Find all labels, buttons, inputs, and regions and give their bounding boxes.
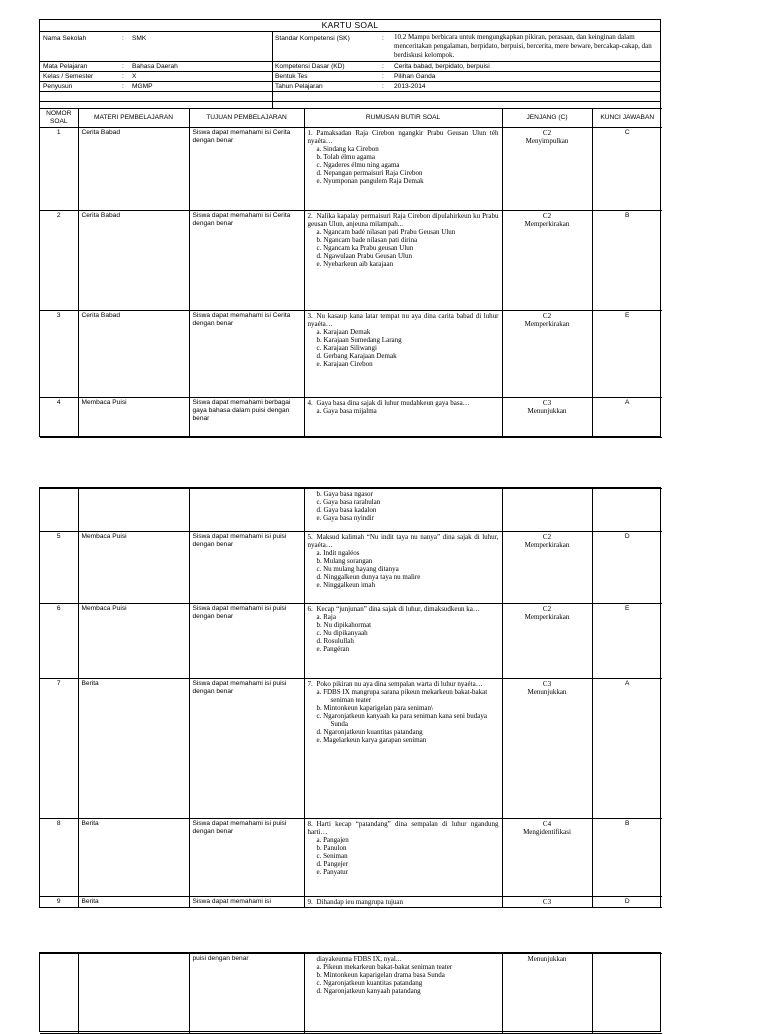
answer-option: b. Tolab élmu agama bbox=[316, 153, 375, 161]
question-text: Maksud kalimah “Nu indit taya nu nanya” dina sajak di luhur, nyaéta… bbox=[307, 533, 499, 549]
column-header-row bbox=[40, 109, 662, 128]
question-number: 2 bbox=[40, 211, 78, 311]
answer-option: d. Gerbang Karajaan Demak bbox=[316, 352, 397, 360]
question-number bbox=[40, 954, 78, 1034]
answer-option: b. Mintonkeun kaparigelan para seniman\ bbox=[316, 704, 433, 712]
question-text: Nalika kapalay permaisuri Raja Cirebon dipulahirkeun ku Prabu geusan Ulun, anjeuna milampah... bbox=[307, 212, 499, 228]
answer-key: D bbox=[592, 897, 662, 908]
level-cell bbox=[502, 398, 592, 438]
answer-option: b. Karajaan Sumedang Larang bbox=[316, 336, 402, 344]
question-stem bbox=[304, 398, 502, 438]
value-sk: 10.2 Mampu berbicara untuk mengungkapkan pikiran, perasaan, dan keinginan dalam menceritakan pengalaman, berpidato, berpuisi, bercerita, mere beware, bercakap-cakap, dan berdiskusi kelompok. bbox=[394, 33, 652, 59]
answer-option: e. Ninggalkeun imah bbox=[316, 581, 376, 589]
answer-option: a. Gaya basa mijalma bbox=[316, 407, 377, 415]
level-description: Menyimpulkan bbox=[525, 137, 569, 145]
tujuan-cell: Siswa dapat memahami isi puisi dengan benar bbox=[189, 679, 304, 819]
level-cell bbox=[502, 311, 592, 398]
tujuan-cell: Siswa dapat memahami isi puisi dengan benar bbox=[189, 819, 304, 897]
page-2 bbox=[39, 487, 661, 908]
question-index: 3. bbox=[307, 312, 313, 320]
answer-option: c. Gaya basa rarahulan bbox=[316, 498, 381, 506]
value-author: MGMP bbox=[132, 83, 153, 90]
materi-cell: Berita bbox=[78, 679, 189, 819]
label-author: Penyusun bbox=[43, 83, 73, 90]
answer-option: e. Nyumponan pangulem Raja Demak bbox=[316, 177, 424, 185]
answer-option: a. FDBS IX mangrupa sarana pikeun mekarkeun bakat-bakat seniman teater bbox=[316, 688, 488, 704]
answer-key: C bbox=[592, 128, 662, 211]
tujuan-cell: Siswa dapat memahami isi bbox=[189, 897, 304, 908]
question-stem bbox=[304, 954, 502, 1034]
level-description: Menunjukkan bbox=[527, 688, 567, 696]
level-cell bbox=[502, 604, 592, 679]
question-table-1 bbox=[40, 108, 662, 438]
answer-option: a. Pikeun mekarkeun bakat-bakat seniman teater bbox=[316, 963, 453, 971]
materi-cell: Cerita Babad bbox=[78, 311, 189, 398]
question-index: 6. bbox=[307, 605, 313, 613]
question-stem bbox=[304, 128, 502, 211]
question-stem bbox=[304, 489, 502, 532]
materi-cell: Cerita Babad bbox=[78, 211, 189, 311]
label-kd: Kompetensi Dasar (KD) bbox=[275, 63, 345, 70]
question-row bbox=[40, 211, 662, 311]
materi-cell: Membaca Puisi bbox=[78, 604, 189, 679]
tujuan-cell: Siswa dapat memahami isi puisi dengan benar bbox=[189, 604, 304, 679]
level-code: C2 bbox=[542, 129, 552, 137]
level-cell bbox=[502, 128, 592, 211]
page-1 bbox=[39, 19, 661, 437]
label-school: Nama Sekolah bbox=[43, 35, 87, 42]
answer-option: d. Ninggalkeun dunya taya nu malire bbox=[316, 573, 421, 581]
level-description: Memperkirakan bbox=[524, 541, 570, 549]
question-row bbox=[40, 679, 662, 819]
question-text: Dihandap ieu mangrupa tujuan bbox=[316, 898, 404, 906]
answer-option: a. Indit ngaléos bbox=[316, 549, 360, 557]
question-row bbox=[40, 489, 662, 532]
question-text: Nu kasaup kana latar tempat nu aya dina carita babad di luhur nyaéta… bbox=[307, 312, 499, 328]
level-cell bbox=[502, 897, 592, 908]
question-text: Gaya basa dina sajak di luhur mudahkeun gaya basa… bbox=[316, 399, 470, 407]
answer-key: E bbox=[592, 311, 662, 398]
label-subject: Mata Pelajaran bbox=[43, 63, 88, 70]
level-code: C4 bbox=[542, 820, 552, 828]
answer-option: a. Ngancam badé nilasan pati Prabu Geusan Ulun bbox=[316, 228, 456, 236]
materi-cell: Membaca Puisi bbox=[78, 398, 189, 438]
col-materi: MATERI PEMBELAJARAN bbox=[78, 109, 189, 128]
col-jenjang: JENJANG (C) bbox=[502, 109, 592, 128]
answer-option: b. Mintonkeun kaparigelan drama basa Sunda bbox=[316, 971, 445, 979]
label-test-form: Bentuk Tes bbox=[275, 73, 308, 80]
level-description: Menunjukkan bbox=[527, 407, 567, 415]
value-class: X bbox=[132, 73, 137, 80]
answer-option: c. Ngaronjatkeun kuantitas patandang bbox=[316, 979, 423, 987]
question-number: 9 bbox=[40, 897, 78, 908]
question-row bbox=[40, 819, 662, 897]
level-description: Menunjukkan bbox=[527, 955, 567, 963]
answer-key bbox=[592, 954, 662, 1034]
question-number: 7 bbox=[40, 679, 78, 819]
answer-option: e. Magelarkeun karya garapan seniman bbox=[316, 736, 427, 744]
question-stem bbox=[304, 819, 502, 897]
answer-key: E bbox=[592, 604, 662, 679]
tujuan-cell: Siswa dapat memahami isi Cerita dengan benar bbox=[189, 311, 304, 398]
materi-cell: Membaca Puisi bbox=[78, 532, 189, 604]
question-text: Poko pikiran nu aya dina sempalan warta di luhur nyaéta… bbox=[316, 680, 483, 688]
answer-option: e. Panyatur bbox=[316, 868, 348, 876]
question-number: 5 bbox=[40, 532, 78, 604]
level-description: Memperkirakan bbox=[524, 220, 570, 228]
question-index: 4. bbox=[307, 399, 313, 407]
answer-option: c. Nu mulang hayang ditanya bbox=[316, 565, 399, 573]
answer-option: d. Ngawulaan Prabu Geusan Ulun bbox=[316, 252, 412, 260]
level-code: C2 bbox=[542, 605, 552, 613]
level-cell bbox=[502, 532, 592, 604]
materi-cell: Cerita Babad bbox=[78, 128, 189, 211]
answer-option: b. Ngancam bade nilasan pati dirina bbox=[316, 236, 418, 244]
question-text: Harti kecap “patandang” dina sempalan di luhur ngandung harti… bbox=[307, 820, 499, 836]
level-cell bbox=[502, 819, 592, 897]
materi-cell: Berita bbox=[78, 897, 189, 908]
answer-option: a. Pangajen bbox=[316, 836, 349, 844]
answer-option: e. Nyebarkeun aib karajaan bbox=[316, 260, 394, 268]
answer-key: A bbox=[592, 398, 662, 438]
question-stem bbox=[304, 532, 502, 604]
tujuan-cell: puisi dengan benar bbox=[189, 954, 304, 1034]
level-code: C2 bbox=[542, 533, 552, 541]
answer-option: d. Ngaronjatkeun kuantitas patandang bbox=[316, 728, 423, 736]
question-stem bbox=[304, 679, 502, 819]
level-code: C2 bbox=[542, 212, 552, 220]
question-stem bbox=[304, 897, 502, 908]
question-stem bbox=[304, 311, 502, 398]
question-index: 7. bbox=[307, 680, 313, 688]
level-description: Memperkirakan bbox=[524, 320, 570, 328]
label-class: Kelas / Semester bbox=[43, 73, 94, 80]
question-row bbox=[40, 532, 662, 604]
tujuan-cell bbox=[189, 489, 304, 532]
materi-cell bbox=[78, 489, 189, 532]
answer-option: e. Pangéran bbox=[316, 645, 350, 653]
level-code: C3 bbox=[542, 898, 552, 906]
question-number: 4 bbox=[40, 398, 78, 438]
tujuan-cell: Siswa dapat memahami isi Cerita dengan benar bbox=[189, 128, 304, 211]
level-cell bbox=[502, 489, 592, 532]
answer-option: e. Gaya basa nyindir bbox=[316, 514, 375, 522]
materi-cell bbox=[78, 954, 189, 1034]
question-stem bbox=[304, 604, 502, 679]
answer-key: D bbox=[592, 532, 662, 604]
level-code: C2 bbox=[542, 312, 552, 320]
question-row bbox=[40, 311, 662, 398]
level-code: C3 bbox=[542, 399, 552, 407]
level-description: Mengidentifikasi bbox=[523, 828, 571, 836]
question-index: 5. bbox=[307, 533, 313, 541]
answer-option: d. Nepangan permaisuri Raja Cirebon bbox=[316, 169, 423, 177]
level-description: Memperkirakan bbox=[524, 613, 570, 621]
level-cell bbox=[502, 211, 592, 311]
answer-option: d. Ngaronjatkeun kanyaah patandang bbox=[316, 987, 421, 995]
answer-key: B bbox=[592, 211, 662, 311]
value-kd: Cerita babad, berpidato, berpuisi bbox=[394, 63, 490, 70]
answer-option: c. Seniman bbox=[316, 852, 348, 860]
question-number: 3 bbox=[40, 311, 78, 398]
question-number bbox=[40, 489, 78, 532]
col-rumusan: RUMUSAN BUTIR SOAL bbox=[304, 109, 502, 128]
answer-option: c. Nu dipikanyaah bbox=[316, 629, 368, 637]
question-number: 8 bbox=[40, 819, 78, 897]
materi-cell: Berita bbox=[78, 819, 189, 897]
answer-option: c. Ngaderes élmu ning agama bbox=[316, 161, 400, 169]
col-tujuan: TUJUAN PEMBELAJARAN bbox=[189, 109, 304, 128]
header-block: Nama Sekolah : SMK Mata Pelajaran : Bahasa Daerah Kelas / Semester : X Penyusun : MGMP Standar Kompetensi (SK) : 10.2 Mampu berbicara untuk mengungkapkan pikiran, perasaan, dan keinginan dalam menceritakan pengalaman, berpidato, berpuisi, bercerita, mere beware, bercakap-cakap, dan berdiskusi kelompok. Kompetensi Dasar (KD) : Cerita babad, berpidato, berpuisi Bentuk Tes : Pilihan Ganda Tahun Pelajaran : 2013-2014 bbox=[40, 32, 660, 108]
answer-option: b. Nu dipikahormat bbox=[316, 621, 372, 629]
question-row bbox=[40, 954, 662, 1034]
answer-option: a. Karajaan Demak bbox=[316, 328, 371, 336]
question-index: 2. bbox=[307, 212, 313, 220]
question-number: 1 bbox=[40, 128, 78, 211]
question-row bbox=[40, 128, 662, 211]
answer-option: b. Panulon bbox=[316, 844, 347, 852]
question-row bbox=[40, 897, 662, 908]
question-number: 6 bbox=[40, 604, 78, 679]
question-table-2 bbox=[40, 488, 662, 908]
answer-option: e. Karajaan Cirebon bbox=[316, 360, 373, 368]
label-sk: Standar Kompetensi (SK) bbox=[275, 35, 350, 42]
card-title: KARTU SOAL bbox=[40, 20, 660, 32]
value-school: SMK bbox=[132, 35, 147, 42]
question-text: Kecap “junjunan” dina sajak di luhur, dimaksudkeun ka… bbox=[316, 605, 480, 613]
tujuan-cell: Siswa dapat memahami isi Cerita dengan benar bbox=[189, 211, 304, 311]
question-row bbox=[40, 604, 662, 679]
col-number: NOMOR SOAL bbox=[40, 109, 78, 128]
question-index: 8. bbox=[307, 820, 313, 828]
answer-key bbox=[592, 489, 662, 532]
answer-option: c. Ngaronjatkeun kanyaah ka para seniman kana seni budaya Sunda bbox=[316, 712, 487, 728]
answer-option: d. Rosulullah bbox=[316, 637, 354, 645]
level-code: C3 bbox=[542, 680, 552, 688]
question-text: Pamaksadan Raja Cirebon ngangkir Prabu Geusan Ulun téh nyaéta… bbox=[307, 129, 499, 145]
value-subject: Bahasa Daerah bbox=[132, 63, 178, 70]
question-stem bbox=[304, 211, 502, 311]
value-test-form: Pilihan Ganda bbox=[394, 73, 436, 80]
answer-option: b. Gaya basa ngasor bbox=[316, 490, 373, 498]
answer-key: B bbox=[592, 819, 662, 897]
question-row bbox=[40, 398, 662, 438]
tujuan-cell: Siswa dapat memahami isi puisi dengan benar bbox=[189, 532, 304, 604]
question-index: 9. bbox=[307, 898, 313, 906]
value-year: 2013-2014 bbox=[394, 83, 426, 90]
page-3 bbox=[39, 952, 661, 1032]
answer-option: c. Karajaan Siliwangi bbox=[316, 344, 377, 352]
answer-option: a. Raja bbox=[316, 613, 336, 621]
col-kunci: KUNCI JAWABAN bbox=[592, 109, 662, 128]
answer-key: A bbox=[592, 679, 662, 819]
question-index: 1. bbox=[307, 129, 313, 137]
answer-option: a. Sindang ka Cirebon bbox=[316, 145, 379, 153]
question-text: diayakeunna FDBS IX, nyal... bbox=[316, 955, 402, 963]
answer-option: b. Mulang sorangan bbox=[316, 557, 373, 565]
question-table-3 bbox=[40, 953, 662, 1034]
answer-option: d. Gaya basa kadalon bbox=[316, 506, 377, 514]
answer-option: c. Ngancam ka Prabu geusan Ulun bbox=[316, 244, 414, 252]
level-cell bbox=[502, 679, 592, 819]
tujuan-cell: Siswa dapat memahami berbagai gaya bahasa dalam puisi dengan benar bbox=[189, 398, 304, 438]
answer-option: d. Pangejer bbox=[316, 860, 348, 868]
level-cell bbox=[502, 954, 592, 1034]
label-year: Tahun Pelajaran bbox=[275, 83, 323, 90]
